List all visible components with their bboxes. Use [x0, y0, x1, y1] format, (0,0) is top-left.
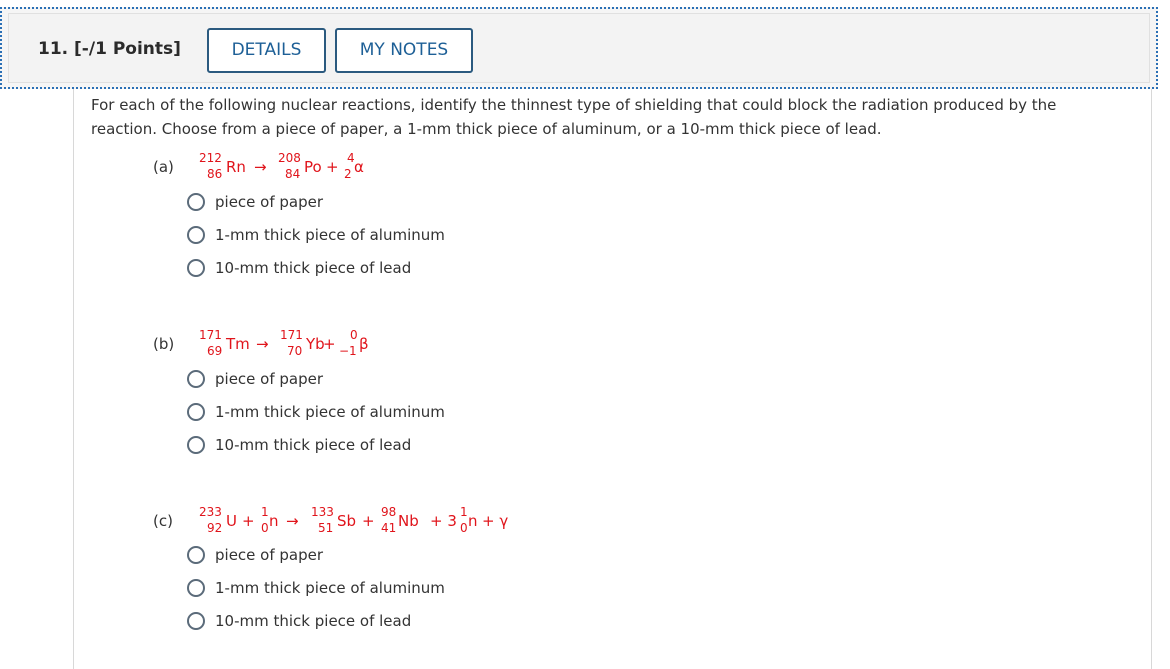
radio-button[interactable]: [187, 546, 205, 564]
question-content: For each of the following nuclear reactions, identify the thinnest type of shielding that could block the radiation produced by the reaction. Choose from a piece of paper, a 1-mm thick piece of aluminum, or a 10-mm thick piece of lead. (a) 212 86 Rn → 208 84 Po + 4 2 α piece of paper 1-mm thick piece of aluminum 10-mm thick piece of lead (b) 171 69 Tm → 171 70 Yb + 0 −1 β piece of paper 1-mm thick piece of aluminum 10-mm thick piece of lead (c) 233 92 U + 1 0 n → 133 51 Sb + 98 41 Nb + 3 1 0 n + γ piece of paper 1-mm thick piece of aluminum 10-mm thick piece of lead: [73, 89, 1152, 669]
part-a-label: (a): [153, 158, 174, 176]
reaction-arrow: →: [286, 512, 299, 530]
radio-button[interactable]: [187, 436, 205, 454]
radio-button[interactable]: [187, 259, 205, 277]
plus-coefficient: + 3: [430, 512, 457, 530]
radio-button[interactable]: [187, 579, 205, 597]
plus-sign: +: [362, 512, 375, 530]
question-header: [0, 7, 1158, 89]
reaction-arrow: →: [256, 335, 269, 353]
question-number-points: 11. [-/1 Points]: [38, 39, 181, 59]
radio-button[interactable]: [187, 403, 205, 421]
plus-sign: +: [326, 158, 339, 176]
part-b-label: (b): [153, 335, 175, 353]
radio-button[interactable]: [187, 370, 205, 388]
plus-gamma: + γ: [482, 512, 509, 530]
details-button[interactable]: DETAILS: [207, 28, 326, 73]
plus-sign: +: [242, 512, 255, 530]
radio-button[interactable]: [187, 612, 205, 630]
radio-button[interactable]: [187, 193, 205, 211]
my-notes-button[interactable]: MY NOTES: [335, 28, 473, 73]
part-c-label: (c): [153, 512, 173, 530]
reaction-arrow: →: [254, 158, 267, 176]
radio-button[interactable]: [187, 226, 205, 244]
part-a-equation: 212 86 Rn → 208 84 Po + 4 2 α: [199, 151, 364, 181]
part-c-equation: 233 92 U + 1 0 n → 133 51 Sb + 98 41 Nb + 3 1 0 n + γ: [199, 505, 509, 535]
part-b-equation: 171 69 Tm → 171 70 Yb + 0 −1 β: [199, 328, 369, 358]
plus-sign: +: [323, 335, 336, 353]
question-prompt: For each of the following nuclear reactions, identify the thinnest type of shielding that could block the radiation produced by the reaction. Choose from a piece of paper, a 1-mm thick piece of aluminum, or a 10-mm thick piece of lead.: [91, 96, 1057, 138]
